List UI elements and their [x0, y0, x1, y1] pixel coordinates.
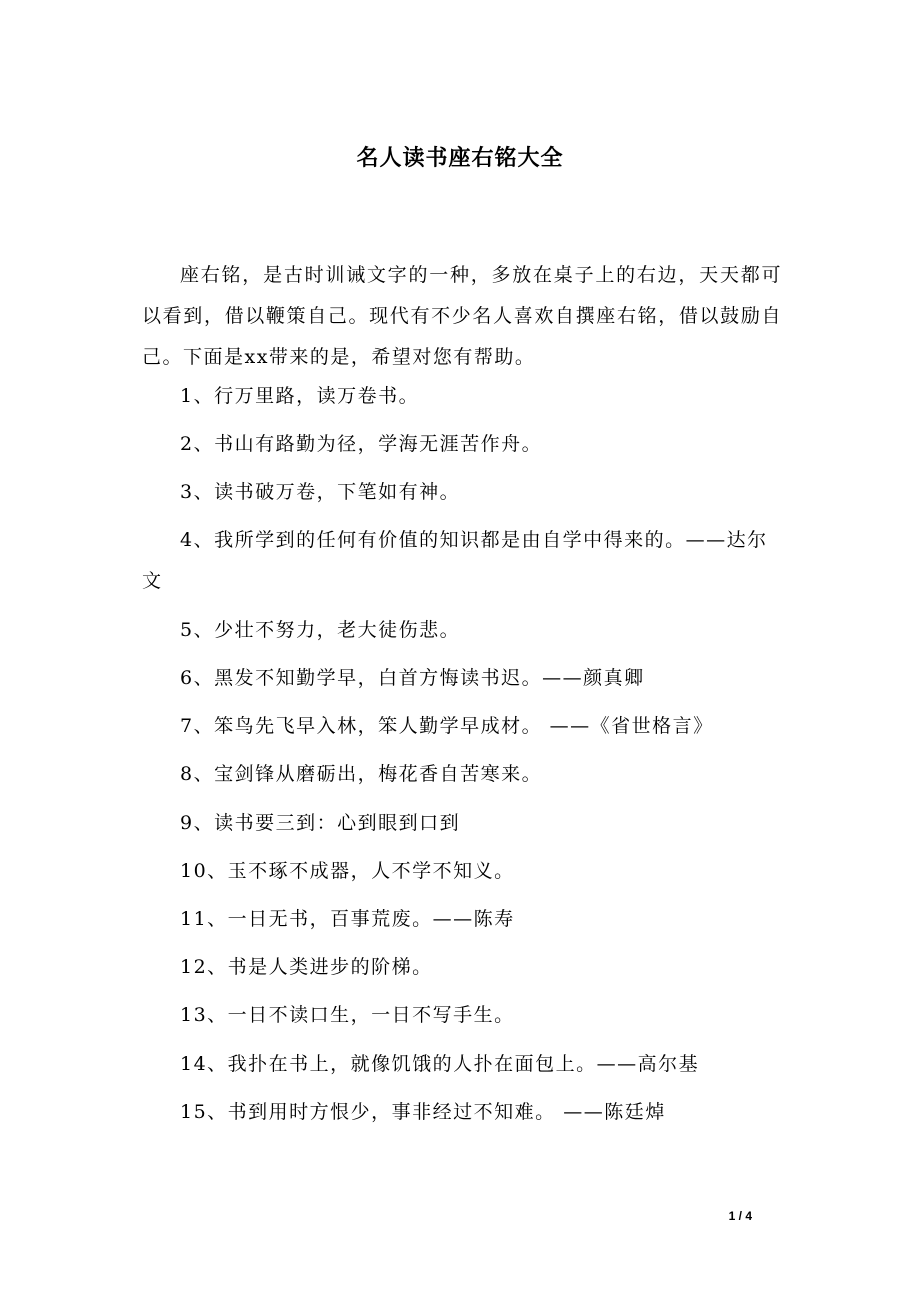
- quote-item: 4、我所学到的任何有价值的知识都是由自学中得来的。——达尔文: [142, 529, 768, 593]
- quote-item: 8、宝剑锋从磨砺出，梅花香自苦寒来。: [180, 763, 543, 786]
- quote-item: 5、少壮不努力，老大徒伤悲。: [180, 618, 461, 641]
- quote-item: 14、我扑在书上，就像饥饿的人扑在面包上。——高尔基: [180, 1052, 700, 1075]
- quote-list: [142, 372, 782, 1136]
- quote-item: 7、笨鸟先飞早入林，笨人勤学早成材。 ——《省世格言》: [180, 715, 714, 738]
- intro-paragraph: 座右铭，是古时训诫文字的一种，多放在桌子上的右边，天天都可以看到，借以鞭策自己。现代有不少名人喜欢自撰座右铭，借以鼓励自己。下面是xx带来的是，希望对您有帮助。: [142, 264, 782, 368]
- quote-item: 13、一日不读口生，一日不写手生。: [180, 1004, 515, 1027]
- page-number: 1 / 4: [728, 1209, 752, 1223]
- quote-item: 1、行万里路，读万卷书。: [180, 385, 420, 407]
- quote-item: 9、读书要三到：心到眼到口到: [180, 811, 461, 834]
- quote-item: 15、书到用时方恨少，事非经过不知难。 ——陈廷焯: [180, 1100, 666, 1123]
- quote-item: 12、书是人类进步的阶梯。: [180, 956, 433, 979]
- quote-item: 10、玉不琢不成器，人不学不知义。: [180, 859, 515, 882]
- quote-item: 3、读书破万卷，下笔如有神。: [180, 481, 461, 504]
- quote-item: 6、黑发不知勤学早，白首方悔读书迟。——颜真卿: [180, 667, 645, 689]
- quote-item: 11、一日无书，百事荒废。——陈寿: [180, 908, 515, 931]
- quote-item: 2、书山有路勤为径，学海无涯苦作舟。: [180, 433, 543, 456]
- document-title: 名人读书座右铭大全: [356, 145, 564, 171]
